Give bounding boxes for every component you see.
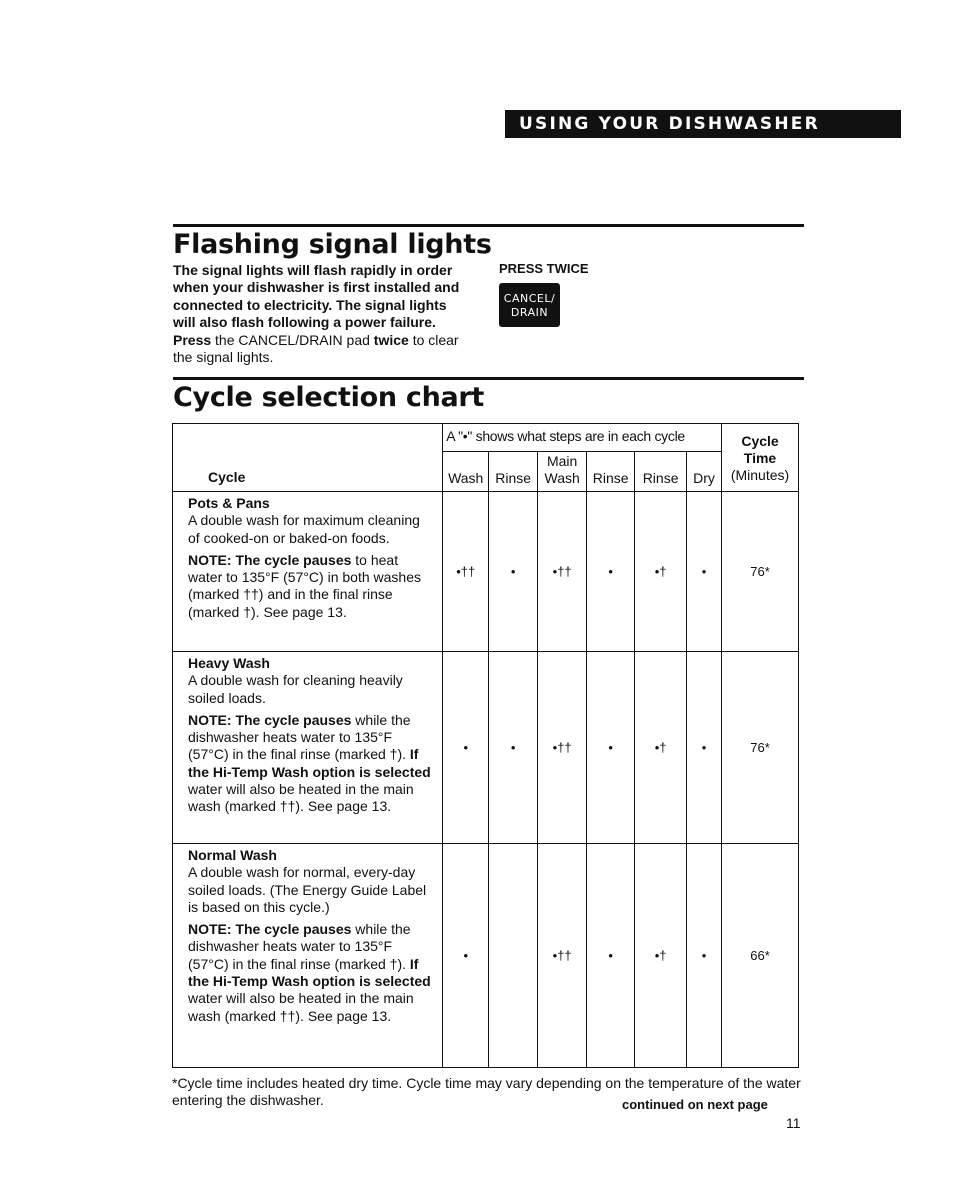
footnote: *Cycle time includes heated dry time. Cycle time may vary depending on the temperature of the water entering the dishwasher. (172, 1075, 801, 1108)
cycle-note-bold: NOTE: The cycle pauses (188, 551, 352, 568)
header-time-line-1: Cycle (741, 433, 779, 449)
section-banner: USING YOUR DISHWASHER (505, 110, 901, 138)
step-mark: •†† (538, 492, 587, 652)
step-mark: • (587, 492, 635, 652)
section-rule-top (173, 224, 804, 227)
cycle-note-bold-2: If the Hi-Temp Wash option is selected (188, 746, 431, 780)
cancel-drain-pad (499, 283, 560, 327)
pad-line-2: DRAIN (510, 306, 549, 319)
cycle-time: 76* (722, 492, 799, 652)
step-mark: •† (635, 652, 687, 844)
step-mark: •†† (538, 844, 587, 1068)
cycle-note: while the dishwasher heats water to 135°F (57°C) in the final rinse (marked †). (188, 711, 411, 763)
cycle-note-2: water will also be heated in the main wash (marked ††). See page 13. (188, 990, 414, 1024)
step-mark: • (489, 652, 538, 844)
header-time-line-2: Time (743, 450, 777, 466)
flashing-description (173, 262, 473, 366)
cycle-desc: A double wash for cleaning heavily soiled loads. (188, 672, 403, 706)
cycle-note: to heat water to 135°F (57°C) in both washes (marked ††) and in the final rinse (marked †). See page 13. (188, 551, 421, 620)
cycle-time: 66* (722, 844, 799, 1068)
cycle-selection-table (172, 423, 799, 1068)
step-mark: •†† (443, 492, 489, 652)
step-mark: • (687, 492, 722, 652)
header-step: Rinse (489, 452, 538, 492)
pad-line-1: CANCEL/ (503, 292, 556, 305)
cycle-note-bold: NOTE: The cycle pauses (188, 711, 352, 728)
cycle-cell (173, 652, 443, 844)
step-mark: • (489, 492, 538, 652)
header-step: Rinse (635, 452, 687, 492)
step-mark: •†† (538, 652, 587, 844)
header-cycle: Cycle (208, 469, 246, 485)
header-time-line-3: (Minutes) (730, 467, 790, 483)
flashing-title: Flashing signal lights (173, 229, 492, 260)
flashing-body-rest-2: to clear the signal lights. (173, 331, 459, 366)
step-mark: •† (635, 844, 687, 1068)
section-rule-chart (173, 377, 804, 380)
cycle-note-2: water will also be heated in the main wash (marked ††). See page 13. (188, 781, 414, 815)
step-mark: • (687, 844, 722, 1068)
header-step: Rinse (587, 452, 635, 492)
cycle-time: 76* (722, 652, 799, 844)
step-mark: • (587, 652, 635, 844)
cycle-note: while the dishwasher heats water to 135°F (57°C) in the final rinse (marked †). (188, 921, 411, 972)
cycle-name: Pots & Pans (188, 495, 270, 511)
flashing-body-twice: twice (373, 331, 409, 348)
header-step: Main Wash (538, 452, 587, 492)
header-cycle-time (722, 424, 799, 492)
cycle-desc: A double wash for normal, every-day soiled loads. (The Energy Guide Label is based on this cycle.) (188, 864, 427, 915)
flashing-body-bold: The signal lights will flash rapidly in order when your dishwasher is first installed and connected to electricity. The signal lights will also flash following a power failure. Press (173, 262, 460, 348)
cycle-name: Heavy Wash (188, 655, 270, 671)
header-cycle-cell (173, 424, 443, 492)
press-twice-label: PRESS TWICE (499, 261, 589, 276)
step-mark: •† (635, 492, 687, 652)
flashing-body-rest-1: the CANCEL/DRAIN pad (215, 331, 370, 348)
cycle-note-bold: NOTE: The cycle pauses (188, 921, 352, 938)
continued-note: continued on next page (622, 1097, 768, 1112)
cycle-cell (173, 844, 443, 1068)
step-mark: • (687, 652, 722, 844)
step-mark: • (443, 652, 489, 844)
header-step: Dry (687, 452, 722, 492)
table-row (173, 844, 799, 1068)
header-step: Wash (443, 452, 489, 492)
cycle-name: Normal Wash (188, 847, 277, 863)
chart-title: Cycle selection chart (173, 382, 485, 413)
page-number: 11 (786, 1115, 801, 1131)
cycle-cell (173, 492, 443, 652)
step-mark (489, 844, 538, 1068)
step-mark: • (587, 844, 635, 1068)
table-row (173, 492, 799, 652)
table-row (173, 652, 799, 844)
cycle-desc: A double wash for maximum cleaning of cooked-on or baked-on foods. (188, 512, 420, 546)
cycle-note-bold-2: If the Hi-Temp Wash option is selected (188, 955, 431, 990)
header-steps-caption: A "•" shows what steps are in each cycle (443, 424, 722, 452)
step-mark: • (443, 844, 489, 1068)
